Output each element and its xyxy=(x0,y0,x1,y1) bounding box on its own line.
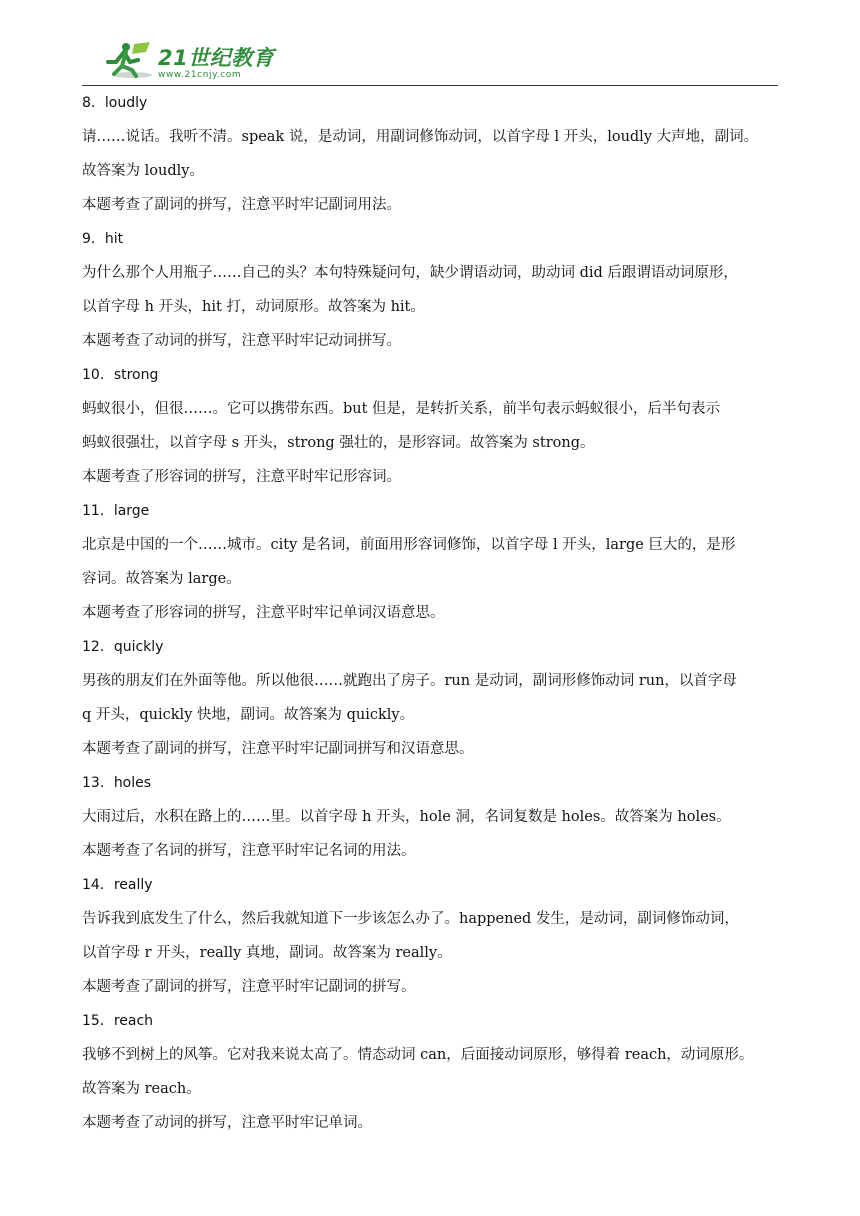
summary-line: 本题考查了名词的拼写，注意平时牢记名词的用法。 xyxy=(82,843,416,859)
explanation-line: 我够不到树上的风筝。它对我来说太高了。情态动词 can，后面接动词原形，够得着 reach，动词原形。 xyxy=(82,1047,754,1063)
explanation-line: 请……说话。我听不清。speak 说，是动词，用副词修饰动词，以首字母 l 开头，loudly 大声地，副词。 xyxy=(82,129,759,145)
answer-label: 13．holes xyxy=(82,775,152,791)
explanation-line: 北京是中国的一个……城市。city 是名词，前面用形容词修饰，以首字母 l 开头，large 巨大的，是形 xyxy=(82,537,736,553)
explanation-line: 故答案为 loudly。 xyxy=(82,163,204,179)
answer-label: 12．quickly xyxy=(82,639,164,655)
logo-title: 21世纪教育 xyxy=(158,46,275,70)
answer-item xyxy=(82,494,782,630)
summary-line: 本题考查了动词的拼写，注意平时牢记单词。 xyxy=(82,1115,372,1131)
answer-item xyxy=(82,222,782,358)
explanation-line: 容词。故答案为 large。 xyxy=(82,571,241,587)
answer-item xyxy=(82,766,782,868)
explanation-line: q 开头，quickly 快地，副词。故答案为 quickly。 xyxy=(82,707,415,723)
answer-item xyxy=(82,868,782,1004)
summary-line: 本题考查了形容词的拼写，注意平时牢记单词汉语意思。 xyxy=(82,605,445,621)
answer-item xyxy=(82,86,782,222)
answer-label: 10．strong xyxy=(82,367,159,383)
page-header xyxy=(82,40,778,86)
answer-label: 11．large xyxy=(82,503,150,519)
answer-label: 9．hit xyxy=(82,231,124,247)
explanation-line: 男孩的朋友们在外面等他。所以他很……就跑出了房子。run 是动词，副词形修饰动词 run，以首字母 xyxy=(82,673,737,689)
summary-line: 本题考查了形容词的拼写，注意平时牢记形容词。 xyxy=(82,469,401,485)
explanation-line: 以首字母 h 开头，hit 打，动词原形。故答案为 hit。 xyxy=(82,299,425,315)
logo-url: www.21cnjy.com xyxy=(158,70,242,80)
answer-item xyxy=(82,1004,782,1140)
summary-line: 本题考查了副词的拼写，注意平时牢记副词用法。 xyxy=(82,197,401,213)
logo xyxy=(102,40,274,80)
explanation-line: 大雨过后，水积在路上的……里。以首字母 h 开头，hole 洞，名词复数是 holes。故答案为 holes。 xyxy=(82,809,731,825)
explanation-line: 蚂蚁很小，但很……。它可以携带东西。but 但是，是转折关系，前半句表示蚂蚁很小，后半句表示 xyxy=(82,401,721,417)
answer-label: 14．really xyxy=(82,877,153,893)
explanation-line: 故答案为 reach。 xyxy=(82,1081,201,1097)
summary-line: 本题考查了副词的拼写，注意平时牢记副词拼写和汉语意思。 xyxy=(82,741,474,757)
answer-list xyxy=(82,86,782,1140)
answer-label: 8．loudly xyxy=(82,95,148,111)
explanation-line: 告诉我到底发生了什么，然后我就知道下一步该怎么办了。happened 发生，是动词，副词修饰动词， xyxy=(82,911,739,927)
answer-label: 15．reach xyxy=(82,1013,154,1029)
answer-item xyxy=(82,358,782,494)
explanation-line: 以首字母 r 开头，really 真地，副词。故答案为 really。 xyxy=(82,945,452,961)
summary-line: 本题考查了动词的拼写，注意平时牢记动词拼写。 xyxy=(82,333,401,349)
explanation-line: 为什么那个人用瓶子……自己的头？本句特殊疑问句，缺少谓语动词，助动词 did 后跟谓语动词原形， xyxy=(82,265,738,281)
runner-logo-icon xyxy=(102,40,154,80)
answer-item xyxy=(82,630,782,766)
explanation-line: 蚂蚁很强壮，以首字母 s 开头，strong 强壮的，是形容词。故答案为 strong。 xyxy=(82,435,595,451)
summary-line: 本题考查了副词的拼写，注意平时牢记副词的拼写。 xyxy=(82,979,416,995)
